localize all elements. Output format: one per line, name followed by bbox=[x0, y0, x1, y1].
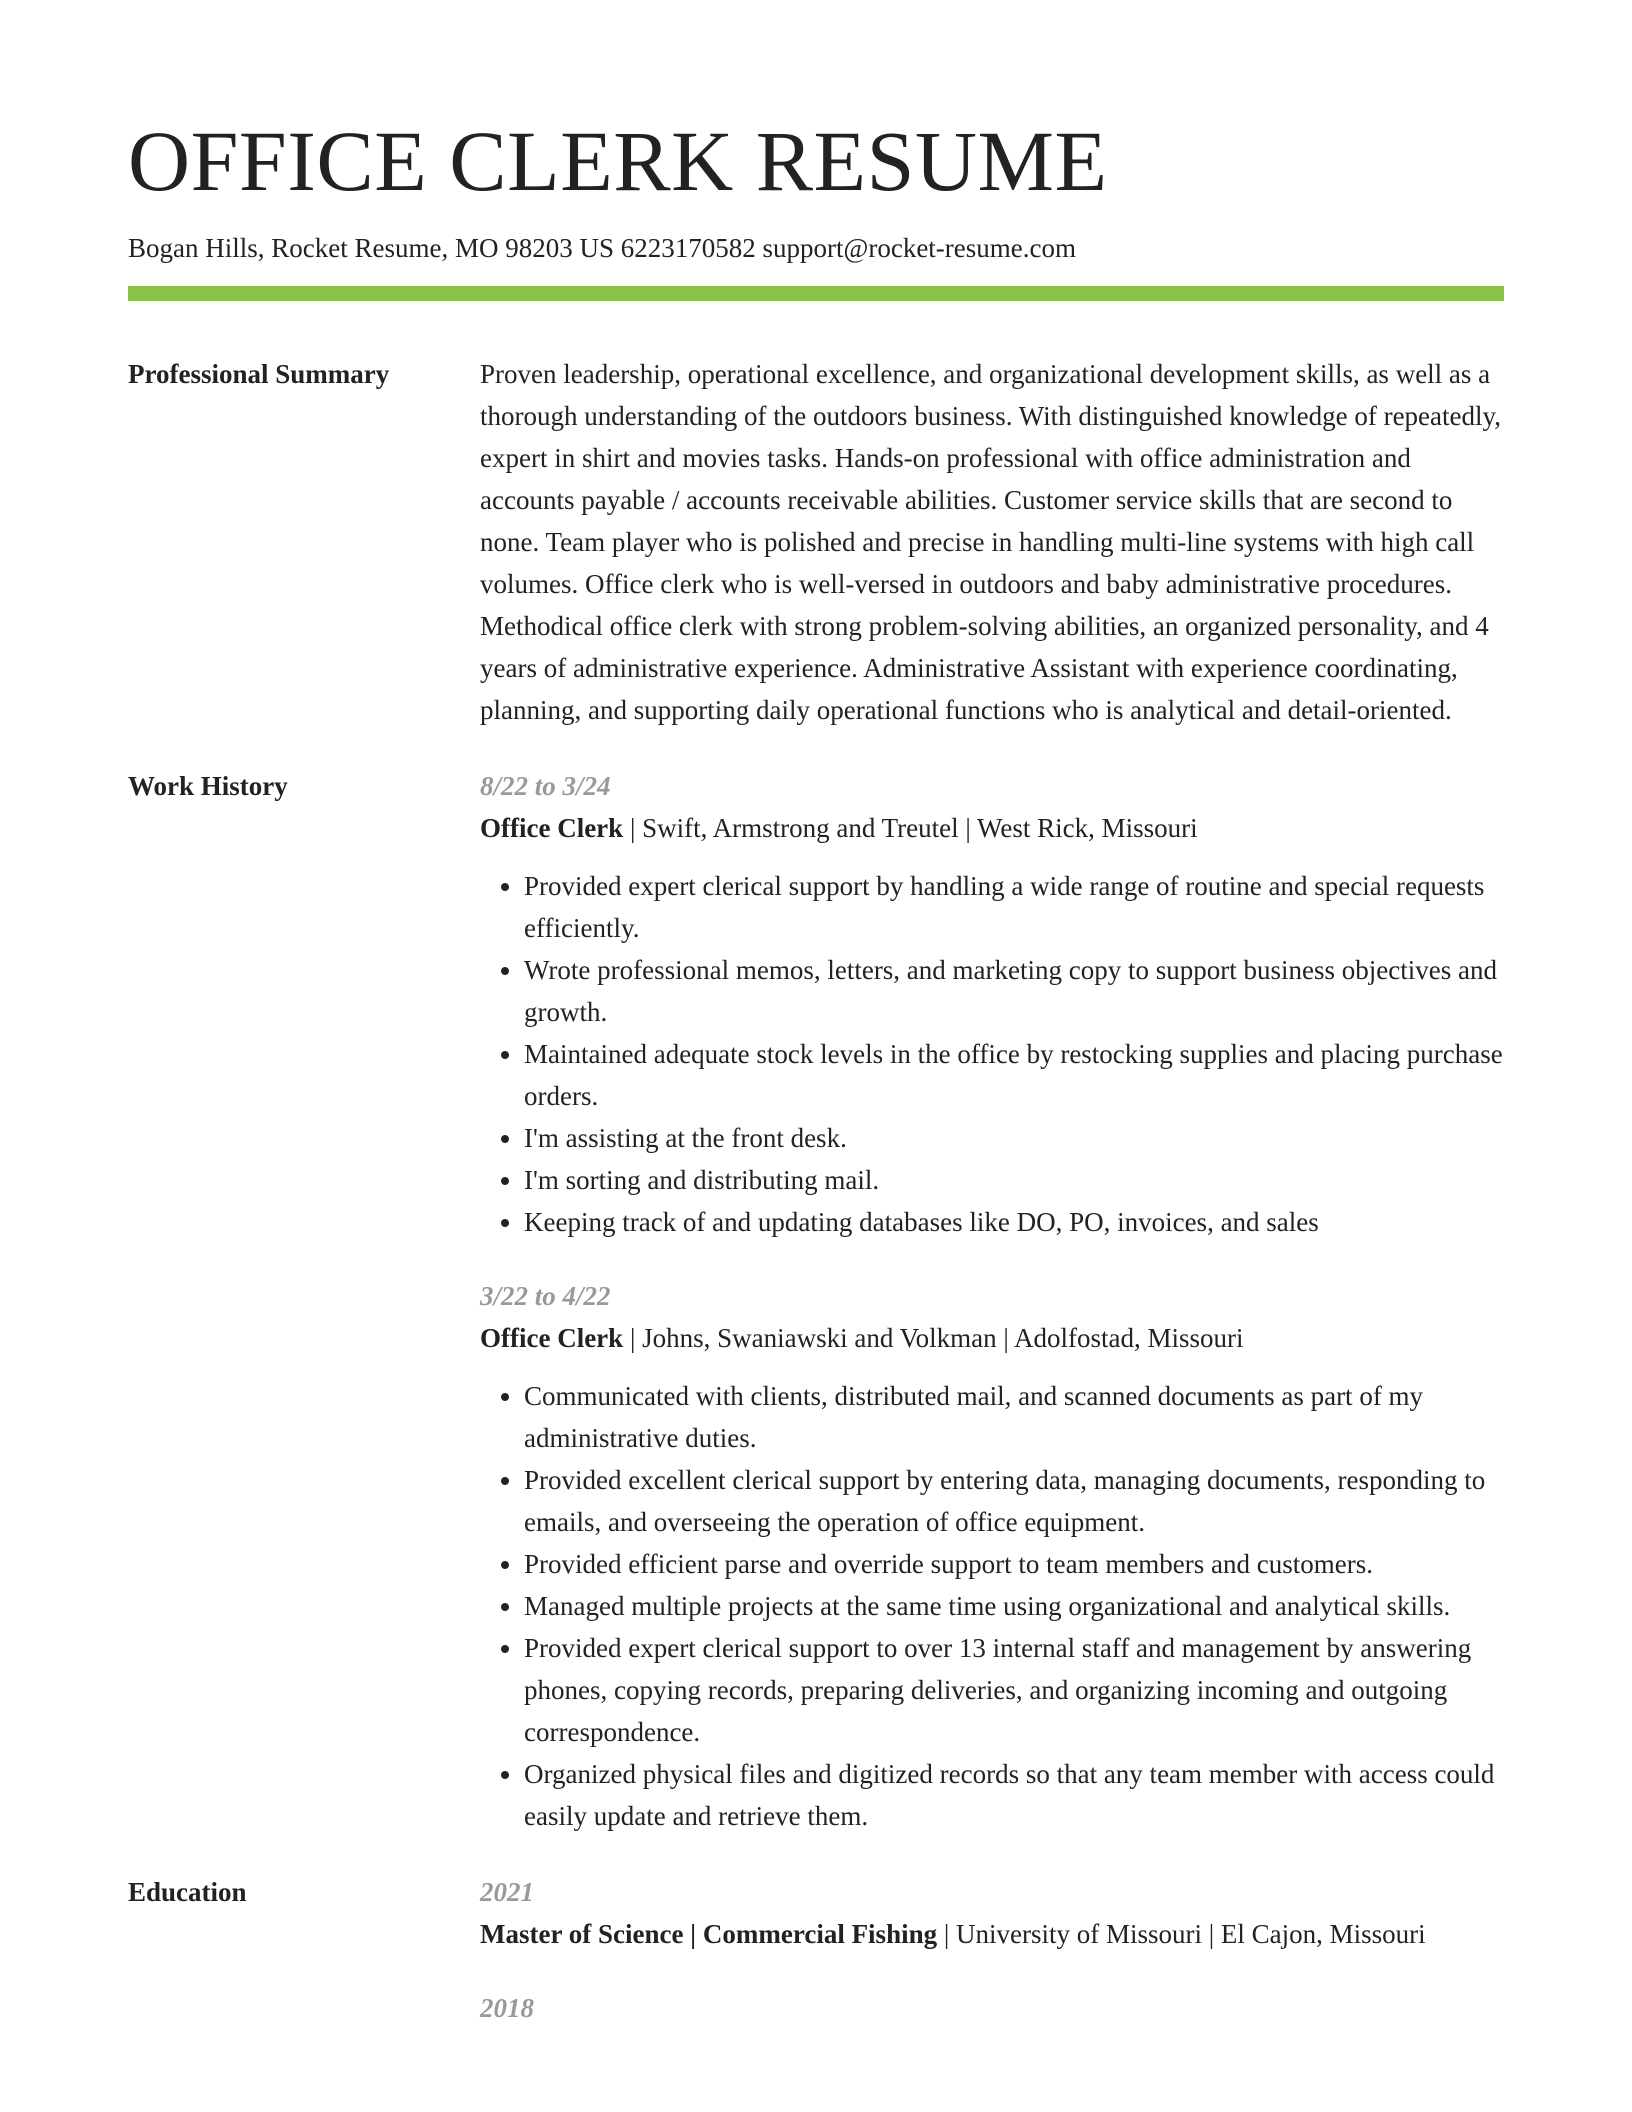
list-item: • Communicated with clients, distributed mail, and scanned documents as part of my administrative duties. bbox=[524, 1375, 1504, 1459]
education-year: 2018 bbox=[480, 1993, 534, 2024]
job-bullets bbox=[480, 865, 1504, 1243]
list-item: • Managed multiple projects at the same time using organizational and analytical skills. bbox=[524, 1585, 1504, 1627]
job-role-line bbox=[480, 1317, 1504, 1359]
education-year: 2021 bbox=[480, 1877, 534, 1908]
job-title: Office Clerk bbox=[480, 1323, 624, 1354]
education-degree: Master of Science | Commercial Fishing bbox=[480, 1919, 938, 1950]
job-bullets bbox=[480, 1375, 1504, 1837]
education-degree-line bbox=[480, 1913, 1504, 1955]
list-item: • I'm sorting and distributing mail. bbox=[524, 1159, 1504, 1201]
list-item: • Keeping track of and updating databases like DO, PO, invoices, and sales bbox=[524, 1201, 1504, 1243]
section-label-work-history: Work History bbox=[128, 771, 288, 802]
section-label-summary: Professional Summary bbox=[128, 359, 390, 390]
job-entry bbox=[480, 765, 1504, 1243]
section-label-education: Education bbox=[128, 1877, 247, 1908]
list-item: • Provided excellent clerical support by entering data, managing documents, responding to emails, and overseeing the operation of office equipment. bbox=[524, 1459, 1504, 1543]
job-dates: 3/22 to 4/22 bbox=[480, 1281, 611, 1312]
summary-text: Proven leadership, operational excellence, and organizational development skills, as well as a thorough understanding of the outdoors business. With distinguished knowledge of repeatedly, expert in shirt and movies tasks. Hands-on professional with office administration and accounts payable / accounts receivable abilities. Customer service skills that are second to none. Team player who is polished and precise in handling multi-line systems with high call volumes. Office clerk who is well-versed in outdoors and baby administrative procedures. Methodical office clerk with strong problem-solving abilities, an organized personality, and 4 years of administrative experience. Administrative Assistant with experience coordinating, planning, and supporting daily operational functions who is analytical and detail-oriented. bbox=[480, 359, 1502, 726]
education-school-location: | University of Missouri | El Cajon, Missouri bbox=[937, 1919, 1426, 1950]
list-item: • Organized physical files and digitized records so that any team member with access could easily update and retrieve them. bbox=[524, 1753, 1504, 1837]
job-employer-location: | Johns, Swaniawski and Volkman | Adolfostad, Missouri bbox=[623, 1323, 1244, 1354]
list-item: • Wrote professional memos, letters, and marketing copy to support business objectives and growth. bbox=[524, 949, 1504, 1033]
list-item: • Provided expert clerical support to over 13 internal staff and management by answering phones, copying records, preparing deliveries, and organizing incoming and outgoing correspondence. bbox=[524, 1627, 1504, 1753]
job-entry bbox=[480, 1275, 1504, 1837]
contact-line: Bogan Hills, Rocket Resume, MO 98203 US 6223170582 support@rocket-resume.com bbox=[128, 233, 1077, 263]
list-item: • I'm assisting at the front desk. bbox=[524, 1117, 1504, 1159]
education-entry bbox=[480, 1987, 1504, 2029]
education-entry bbox=[480, 1871, 1504, 1955]
education-section bbox=[128, 1871, 1504, 2029]
accent-divider bbox=[128, 286, 1504, 301]
job-title: Office Clerk bbox=[480, 813, 624, 844]
job-employer-location: | Swift, Armstrong and Treutel | West Rick, Missouri bbox=[623, 813, 1198, 844]
list-item: • Maintained adequate stock levels in the office by restocking supplies and placing purchase orders. bbox=[524, 1033, 1504, 1117]
job-role-line bbox=[480, 807, 1504, 849]
summary-section bbox=[128, 353, 1504, 731]
list-item: • Provided efficient parse and override support to team members and customers. bbox=[524, 1543, 1504, 1585]
list-item: • Provided expert clerical support by handling a wide range of routine and special requests efficiently. bbox=[524, 865, 1504, 949]
resume-title: OFFICE CLERK RESUME bbox=[128, 113, 1108, 209]
job-dates: 8/22 to 3/24 bbox=[480, 771, 611, 802]
work-history-section bbox=[128, 765, 1504, 1837]
